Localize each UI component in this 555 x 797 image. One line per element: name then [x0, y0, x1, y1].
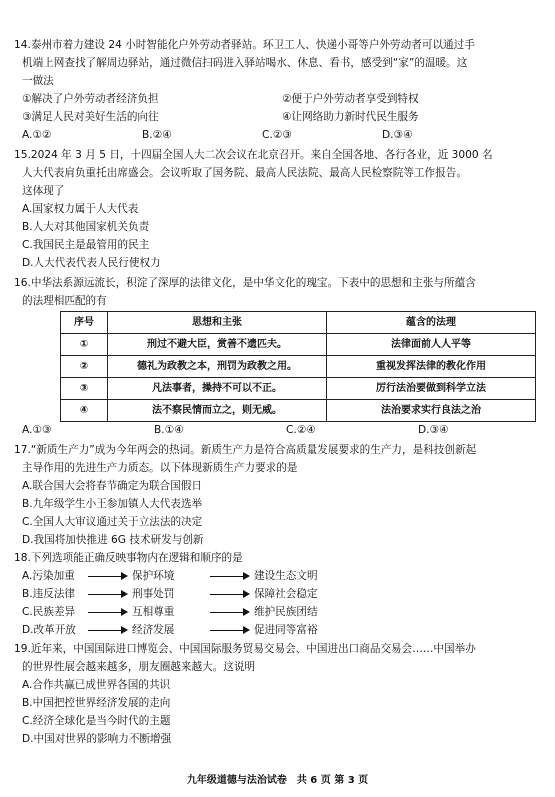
q18-option: [14, 603, 542, 621]
question-14: [14, 36, 542, 144]
table-cell: 法治要求实行良法之治: [327, 400, 536, 422]
arrow-icon: [210, 625, 250, 635]
table-cell: ④: [61, 400, 108, 422]
page-footer: 九年级道德与法治试卷 共 6 页 第 3 页: [186, 775, 369, 786]
q14-item: ④让网络助力新时代民生服务: [282, 111, 419, 123]
q15-option: A.国家权力属于人大代表: [22, 203, 139, 215]
table-cell: 凡法事者，操持不可以不正。: [108, 378, 327, 400]
q18-option: [14, 585, 542, 603]
q14-items-row: [14, 108, 542, 126]
q19-option: C.经济全球化是当今时代的主题: [22, 715, 171, 727]
q19-stem-line: 的世界性展会越来越多，朋友圈越来越大。这说明: [22, 661, 256, 673]
table-cell: ②: [61, 356, 108, 378]
q15-stem-line: 这体现了: [22, 185, 65, 197]
q17-stem-line: 主导作用的先进生产力质态。以下体现新质生产力要求的是: [22, 462, 298, 474]
question-17: [14, 441, 542, 549]
table-row: [61, 378, 536, 400]
arrow-icon: [210, 571, 250, 581]
q14-item: ③满足人民对美好生活的向往: [22, 111, 159, 123]
q14-option: D.③④: [382, 129, 413, 141]
q14-option: B.②④: [142, 129, 172, 141]
q18-option-end: 促进同等富裕: [254, 624, 318, 636]
q19-option: A.合作共赢已成世界各国的共识: [22, 679, 171, 691]
q15-option: B.人大对其他国家机关负责: [22, 221, 150, 233]
q14-item: ①解决了户外劳动者经济负担: [22, 93, 159, 105]
table-header-row: [61, 312, 536, 334]
q17-option: D.我国将加快推进 6G 技术研发与创新: [22, 534, 204, 546]
q18-option-mid: 刑事处罚: [132, 588, 175, 600]
q18-option: [14, 567, 542, 585]
q19-stem-line: 19.近年来，中国国际进口博览会、中国国际服务贸易交易会、中国进出口商品交易会……中国举办: [14, 643, 476, 655]
arrow-icon: [88, 625, 128, 635]
q17-option: A.联合国大会将春节确定为联合国假日: [22, 480, 202, 492]
arrow-icon: [88, 607, 128, 617]
arrow-icon: [210, 607, 250, 617]
table-header: 序号: [61, 312, 108, 334]
q16-option: B.①④: [154, 424, 184, 436]
q18-option-end: 建设生态文明: [254, 570, 318, 582]
q18-option-end: 维护民族团结: [254, 606, 318, 618]
q18-stem: 18.下列选项能正确反映事物内在逻辑和顺序的是: [14, 552, 243, 564]
table-cell: 重视发挥法律的教化作用: [327, 356, 536, 378]
q14-stem-line: 一做法: [22, 75, 54, 87]
q14-stem-line: 14.泰州市着力建设 24 小时智能化户外劳动者驿站。环卫工人、快递小哥等户外劳动者可以通过手: [14, 39, 475, 51]
table-row: [61, 400, 536, 422]
table-cell: 法律面前人人平等: [327, 334, 536, 356]
q16-stem-line: 的法理相匹配的有: [22, 295, 107, 307]
table-cell: 厉行法治要做到科学立法: [327, 378, 536, 400]
table-cell: 德礼为政教之本，刑罚为政教之用。: [108, 356, 327, 378]
arrow-icon: [210, 589, 250, 599]
question-18: [14, 549, 542, 639]
q17-option: C.全国人大审议通过关于立法法的决定: [22, 516, 203, 528]
question-15: [14, 146, 542, 272]
q19-option: B.中国把控世界经济发展的走向: [22, 697, 171, 709]
table-row: [61, 356, 536, 378]
q16-option: C.②④: [286, 424, 316, 436]
q15-option: D.人大代表代表人民行使权力: [22, 257, 161, 269]
q14-item: ②便于户外劳动者享受到特权: [282, 93, 419, 105]
table-cell: ①: [61, 334, 108, 356]
q18-option-mid: 经济发展: [132, 624, 175, 636]
q18-option-start: C.民族差异: [22, 606, 76, 618]
q18-option-end: 保障社会稳定: [254, 588, 318, 600]
table-cell: 刑过不避大臣，赏善不遗匹夫。: [108, 334, 327, 356]
q18-option-mid: 互相尊重: [132, 606, 175, 618]
q18-option-mid: 保护环境: [132, 570, 175, 582]
q14-items-row: [14, 90, 542, 108]
q16-options: [14, 421, 542, 439]
table-cell: 法不察民情而立之，则无威。: [108, 400, 327, 422]
q18-option: [14, 621, 542, 639]
q14-option: A.①②: [22, 129, 52, 141]
q16-stem-line: 16.中华法系源远流长，积淀了深厚的法律文化，是中华文化的瑰宝。下表中的思想和主张与所蕴含: [14, 277, 476, 289]
arrow-icon: [88, 571, 128, 581]
q14-option: C.②③: [262, 129, 292, 141]
table-header: 思想和主张: [108, 312, 327, 334]
q16-option: D.③④: [418, 424, 449, 436]
q18-option-start: D.改革开放: [22, 624, 76, 636]
q15-stem-line: 人大代表肩负重托出席盛会。会议听取了国务院、最高人民法院、最高人民检察院等工作报告。: [22, 167, 467, 179]
table-row: [61, 334, 536, 356]
q18-option-start: A.污染加重: [22, 570, 75, 582]
q16-options-wrap: [14, 421, 542, 439]
q18-option-start: B.违反法律: [22, 588, 76, 600]
q16-option: A.①③: [22, 424, 52, 436]
question-16: [14, 274, 542, 310]
arrow-icon: [88, 589, 128, 599]
q15-stem-line: 15.2024 年 3 月 5 日，十四届全国人大二次会议在北京召开。来自全国各地、各行各业，近 3000 名: [14, 149, 493, 161]
q17-stem-line: 17.“新质生产力”成为今年两会的热词。新质生产力是符合高质量发展要求的生产力，是科技创新起: [14, 444, 477, 456]
q17-option: B.九年级学生小王参加镇人大代表选举: [22, 498, 203, 510]
table-header: 蕴含的法理: [327, 312, 536, 334]
table-cell: ③: [61, 378, 108, 400]
q14-stem-line: 机端上网查找了解周边驿站，通过微信扫码进入驿站喝水、休息、看书，感受到“家”的温暖。这: [22, 57, 468, 69]
q15-option: C.我国民主是最管用的民主: [22, 239, 150, 251]
question-19: [14, 640, 542, 748]
q19-option: D.中国对世界的影响力不断增强: [22, 733, 172, 745]
q16-table: [60, 311, 536, 422]
q14-options: [14, 126, 542, 144]
